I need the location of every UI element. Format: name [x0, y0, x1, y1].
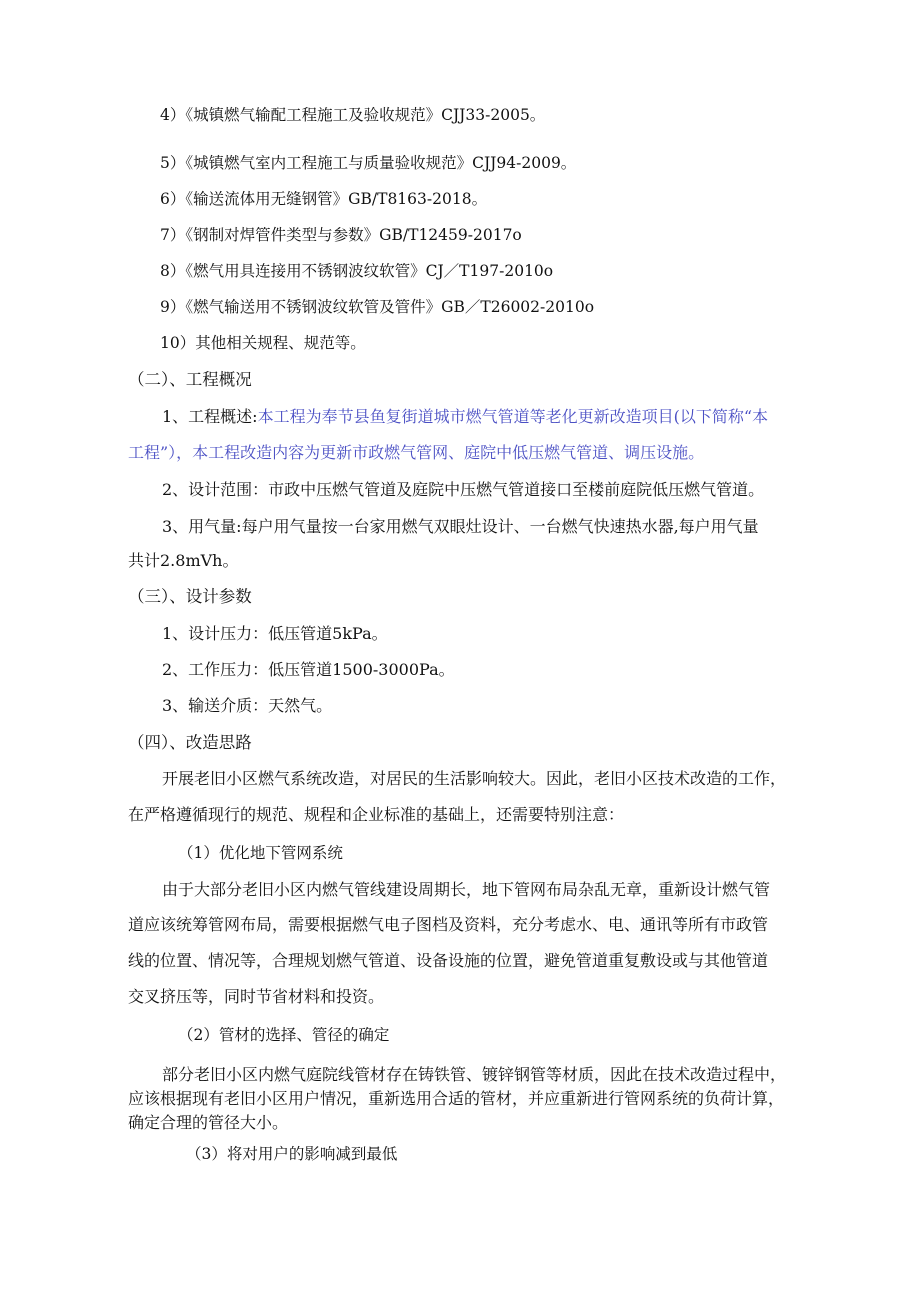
paragraph-line: 应该根据现有老旧小区用户情况，重新选用合适的管材，并应重新进行管网系统的负荷计算， [128, 1089, 785, 1108]
paragraph-line: 交叉挤压等，同时节省材料和投资。 [128, 987, 385, 1006]
paragraph-line: 道应该统筹管网布局，需要根据燃气电子图档及资料，充分考虑水、电、通讯等所有市政管 [128, 915, 769, 934]
overview-label: 1、工程概述: [162, 407, 258, 426]
paragraph-line: 部分老旧小区内燃气庭院线管材存在铸铁管、镀锌钢管等材质，因此在技术改造过程中， [162, 1065, 787, 1084]
overview-highlight-continued: 工程”），本工程改造内容为更新市政燃气管网、庭院中低压燃气管道、调压设施。 [128, 443, 705, 462]
reference-item: 10）其他相关规程、规范等。 [160, 334, 366, 352]
subheading-3: （3）将对用户的影响减到最低 [186, 1145, 398, 1163]
reference-item: 6）《输送流体用无缝钢管》GB/T8163-2018。 [160, 190, 488, 208]
reference-item: 8）《燃气用具连接用不锈钢波纹软管》CJ／T197-2010o [160, 262, 554, 280]
subheading-2: （2）管材的选择、管径的确定 [178, 1026, 390, 1044]
section-heading-3: （三）、设计参数 [128, 587, 252, 606]
reference-item: 4）《城镇燃气输配工程施工及验收规范》CJJ33-2005。 [160, 106, 546, 124]
overview-highlight: 本工程为奉节县鱼复街道城市燃气管道等老化更新改造项目(以下简称“本 [257, 407, 769, 426]
gas-consumption: 3、用气量:每户用气量按一台家用燃气双眼灶设计、一台燃气快速热水器,每户用气量 [162, 517, 759, 536]
project-overview [162, 406, 768, 428]
reference-item: 9）《燃气输送用不锈钢波纹软管及管件》GB／T26002-2010o [160, 298, 595, 316]
design-scope: 2、设计范围：市政中压燃气管道及庭院中压燃气管道接口至楼前庭院低压燃气管道。 [162, 480, 765, 499]
subheading-1: （1）优化地下管网系统 [178, 844, 343, 862]
section-heading-2: （二）、工程概况 [128, 370, 252, 389]
working-pressure: 2、工作压力：低压管道1500-3000Pa。 [162, 660, 455, 679]
section-heading-4: （四）、改造思路 [128, 733, 252, 752]
gas-consumption-continued: 共计2.8mVh。 [128, 551, 239, 570]
reference-item: 5）《城镇燃气室内工程施工与质量验收规范》CJJ94-2009。 [160, 154, 577, 172]
design-pressure: 1、设计压力：低压管道5kPa。 [162, 624, 388, 643]
paragraph-line: 确定合理的管径大小。 [128, 1113, 289, 1132]
reference-item: 7）《钢制对焊管件类型与参数》GB/T12459-2017o [160, 226, 522, 244]
paragraph-line: 由于大部分老旧小区内燃气管线建设周期长，地下管网布局杂乱无章，重新设计燃气管 [162, 880, 771, 899]
intro-text-continued: 在严格遵循现行的规范、规程和企业标准的基础上，还需要特别注意： [128, 805, 625, 824]
intro-text: 开展老旧小区燃气系统改造，对居民的生活影响较大。因此，老旧小区技术改造的工作， [162, 769, 787, 788]
medium: 3、输送介质：天然气。 [162, 696, 333, 715]
paragraph-line: 线的位置、情况等，合理规划燃气管道、设备设施的位置，避免管道重复敷设或与其他管道 [128, 951, 769, 970]
